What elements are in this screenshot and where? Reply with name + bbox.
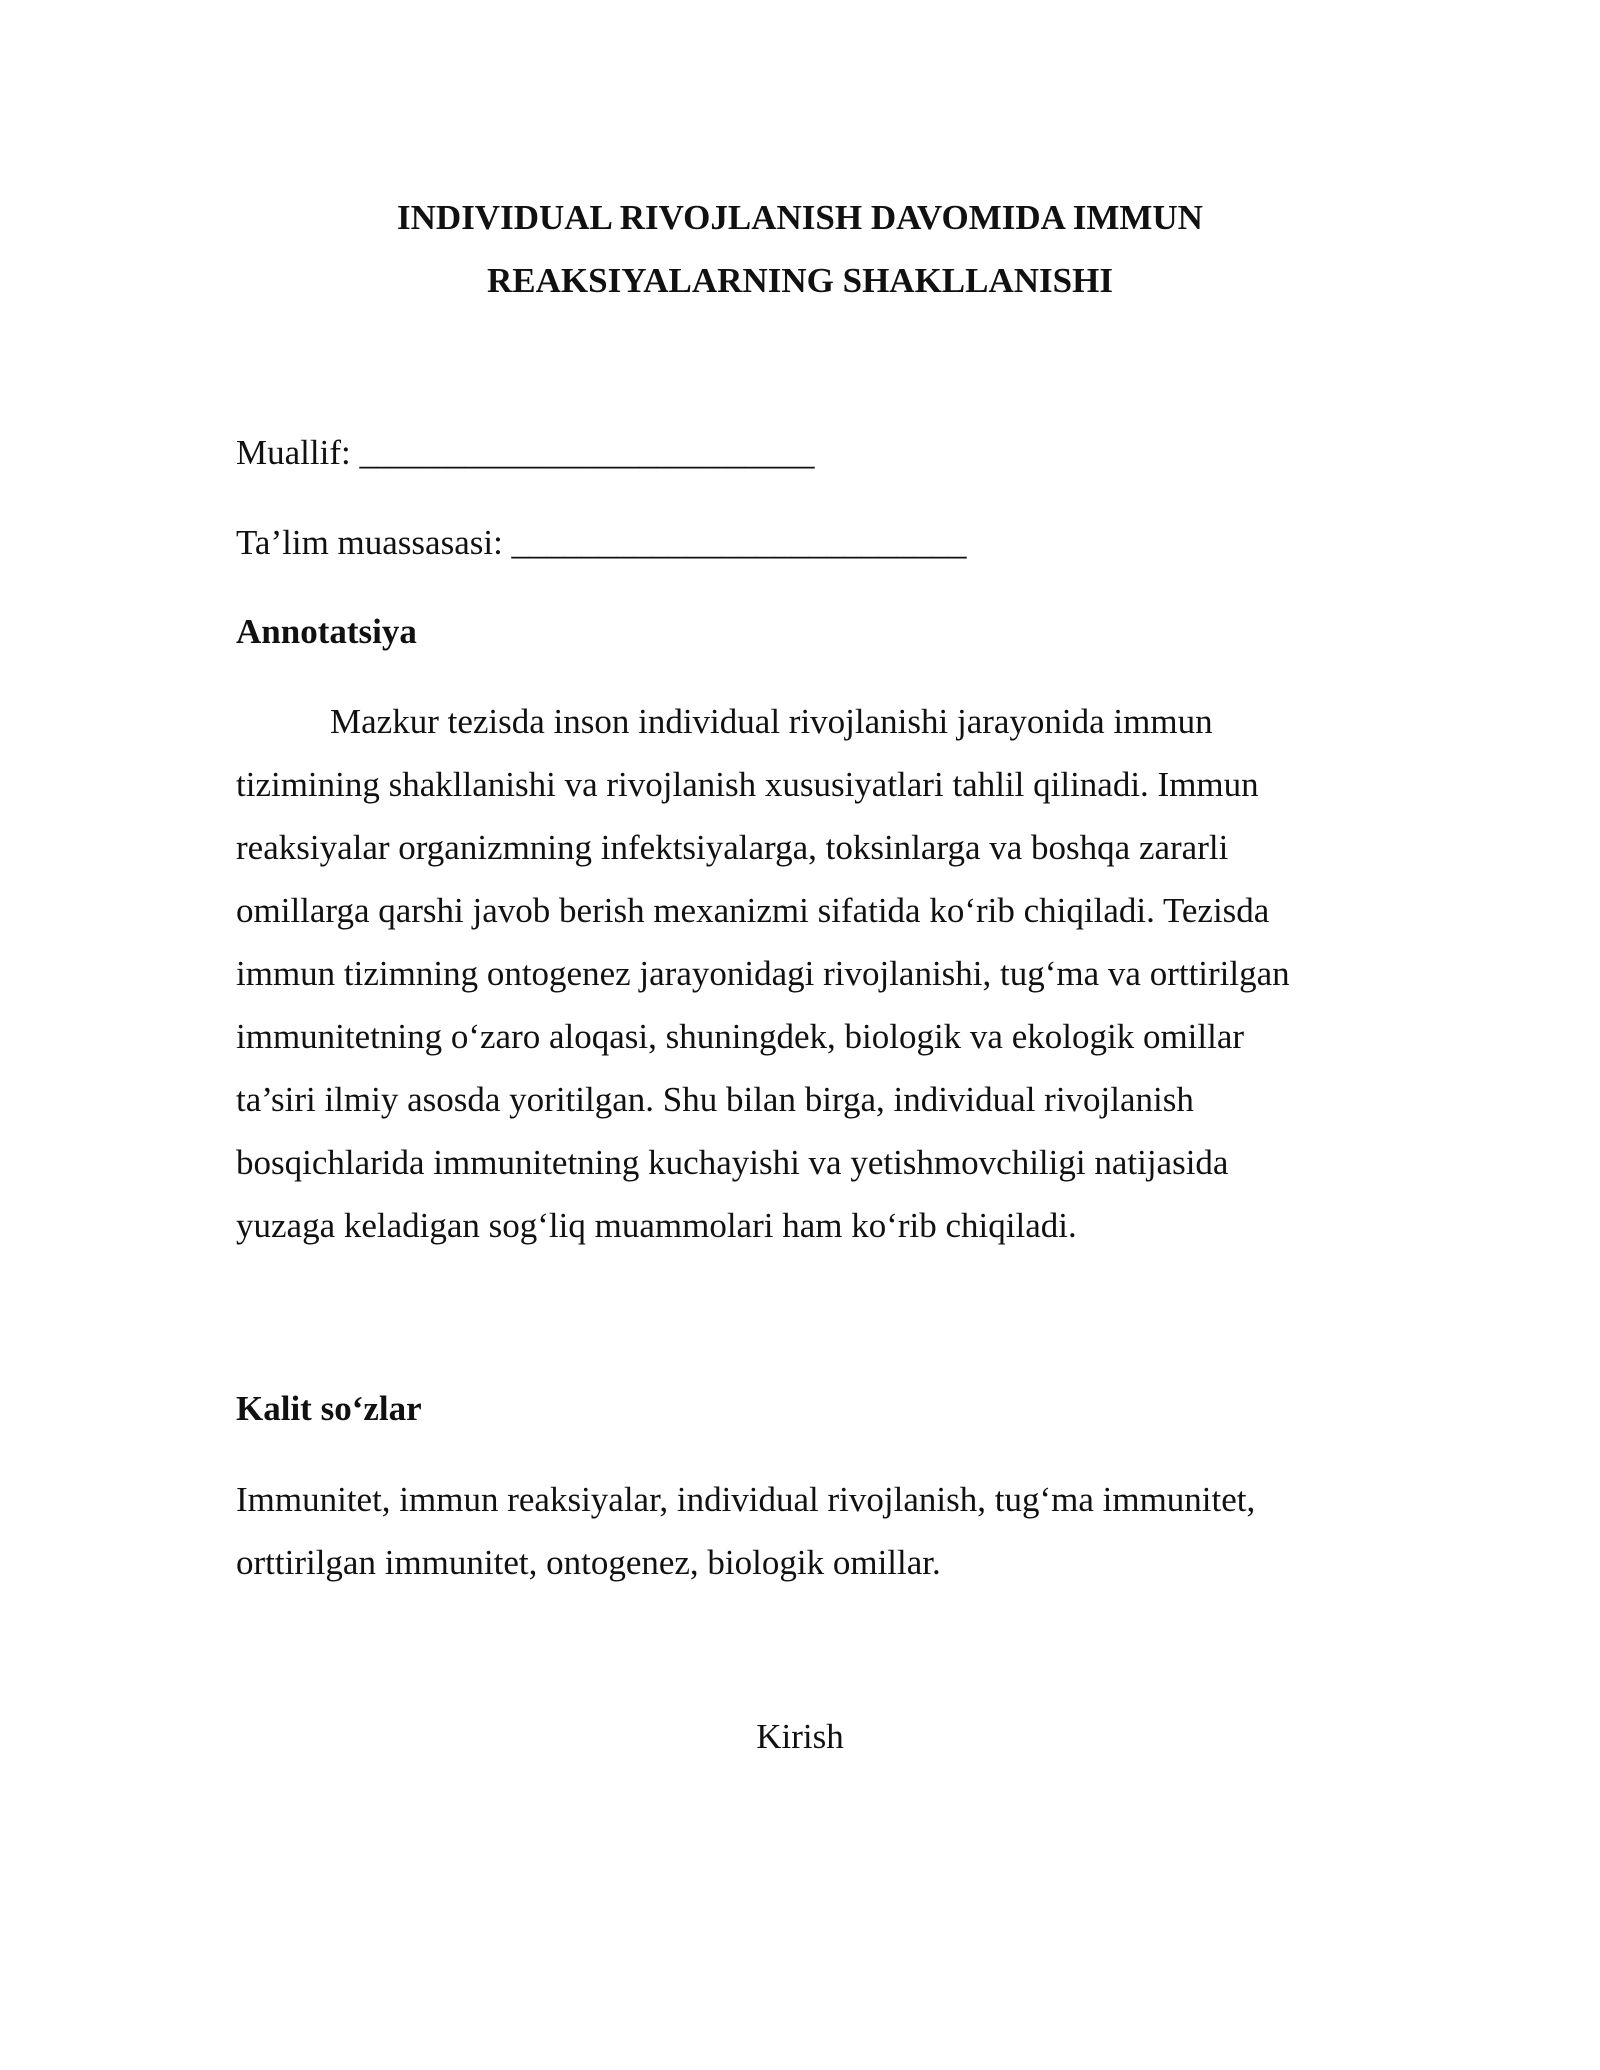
keywords-heading: Kalit so‘zlar: [236, 1389, 422, 1428]
annotation-line: ta’siri ilmiy asosda yoritilgan. Shu bilan birga, individual rivojlanish: [236, 1080, 1194, 1119]
annotation-heading: Annotatsiya: [236, 612, 417, 651]
annotation-line: omillarga qarshi javob berish mexanizmi sifatida ko‘rib chiqiladi. Tezisda: [236, 891, 1270, 930]
title-line: INDIVIDUAL RIVOJLANISH DAVOMIDA IMMUN: [397, 198, 1203, 237]
intro-heading: Kirish: [756, 1717, 844, 1756]
keywords-line: Immunitet, immun reaksiyalar, individual rivojlanish, tug‘ma immunitet,: [236, 1480, 1256, 1519]
annotation-line: bosqichlarida immunitetning kuchayishi va yetishmovchiligi natijasida: [236, 1143, 1229, 1182]
annotation-line: tizimining shakllanishi va rivojlanish xususiyatlari tahlil qilinadi. Immun: [236, 765, 1259, 804]
institution-field: Ta’lim muassasasi: __________________________: [236, 523, 967, 562]
annotation-line: reaksiyalar organizmning infektsiyalarga, toksinlarga va boshqa zararli: [236, 828, 1229, 867]
annotation-line: immun tizimning ontogenez jarayonidagi rivojlanishi, tug‘ma va orttirilgan: [236, 954, 1290, 993]
title-line: REAKSIYALARNING SHAKLLANISHI: [487, 261, 1113, 300]
annotation-line: Mazkur tezisda inson individual rivojlanishi jarayonida immun: [330, 702, 1213, 741]
document-title: [236, 186, 1364, 312]
author-field: Muallif: __________________________: [236, 433, 815, 472]
keywords-paragraph: [236, 1468, 1364, 1594]
annotation-line: yuzaga keladigan sog‘liq muammolari ham ko‘rib chiqiladi.: [236, 1206, 1077, 1245]
annotation-paragraph: [236, 690, 1364, 1257]
annotation-line: immunitetning o‘zaro aloqasi, shuningdek, biologik va ekologik omillar: [236, 1017, 1245, 1056]
keywords-line: orttirilgan immunitet, ontogenez, biologik omillar.: [236, 1543, 941, 1582]
